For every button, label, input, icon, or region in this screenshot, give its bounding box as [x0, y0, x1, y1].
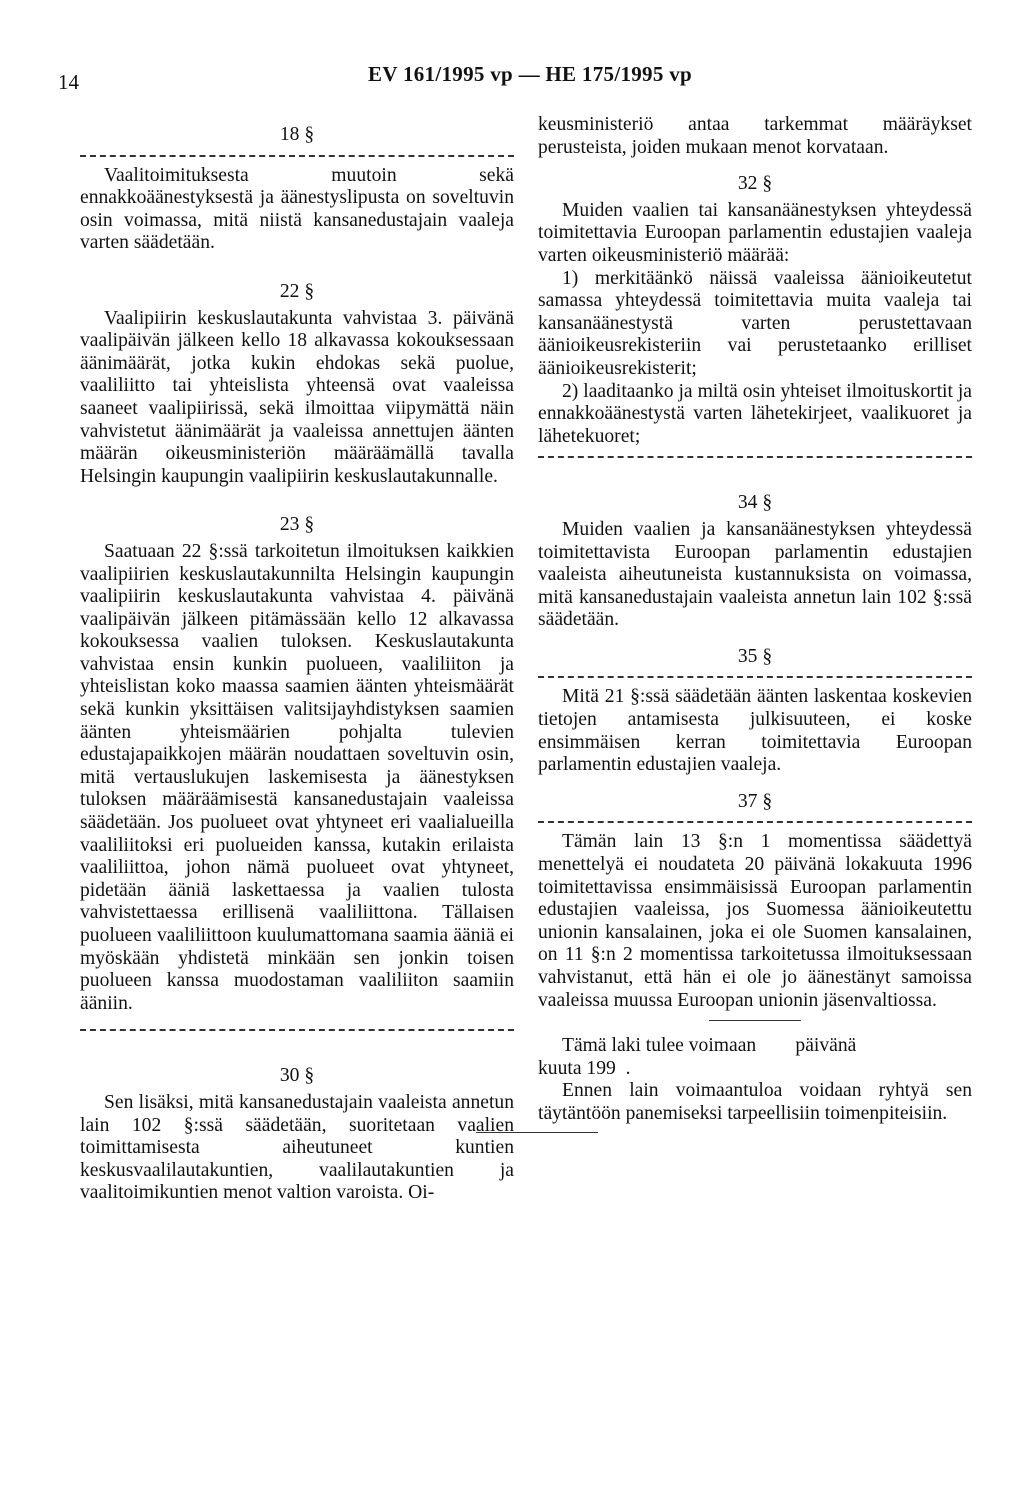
omission-dashes: [80, 1029, 514, 1031]
section-35-heading: 35 §: [737, 645, 773, 667]
section-23-text: Saatuaan 22 §:ssä tarkoitetun ilmoituksen kaikkien vaalipiirien keskuslautakunnilta Helsingin kaupungin vaalipiirin keskuslautakunta vahvistaa 4. päivänä vaalipäivän jälkeen pitämässään kello 12 alkavassa kokouksessa vaalien tuloksen. Keskuslautakunta vahvistaa ensin kunkin puolueen, vaaliliiton ja yhteislistan koko maassa saamien äänten yhteismäärät sekä kunkin yksittäisen valitsijayhdistyksen saamien äänten yhteismäärien pohjalta tulevien edustajapaikkojen määrän noudattaen soveltuvin osin, mitä vertauslukujen laskemisesta ja äänestyksen tuloksen määräämisestä kansanedustajain vaaleissa säädetään. Jos puolueet ovat yhtyneet eri vaalialueilla vaaliliitoksi eri puolueiden kanssa, kutakin erilaista vaaliliittoa, johon nämä puolueet ovat yhtyneet, pidetään ääniä laskettaessa ja vaalien tulosta vahvistettaessa erillisenä vaaliliittona. Tällaisen puolueen vaaliliittoon kuulumattomana saamia ääniä ei myöskään yhdistetä minkään sen jonkin toisen puolueen kanssa muodostaman vaaliliiton saamiin ääniin.: [80, 540, 514, 1014]
entry-into-force-line-1: Tämä laki tulee voimaan päivänä: [562, 1035, 857, 1057]
section-32-text: Muiden vaalien tai kansanäänestyksen yhteydessä toimitettavia Euroopan parlamentin edustajien vaaleja varten oikeusministeriö määrää:: [538, 199, 972, 266]
omission-dashes: [538, 456, 972, 458]
section-32-item-2: 2) laaditaanko ja miltä osin yhteiset ilmoituskortit ja ennakkoäänestystä varten lähetekirjeet, vaalikuoret ja lähetekuoret;: [538, 380, 972, 447]
section-30-continued: keusministeriö antaa tarkemmat määräykset perusteista, joiden mukaan menot korvataan.: [538, 114, 972, 158]
section-37-heading: 37 §: [737, 790, 773, 812]
section-23-heading: 23 §: [279, 514, 315, 536]
section-18-text: Vaalitoimituksesta muutoin sekä ennakkoäänestyksestä ja äänestyslipusta on soveltuvin osin voimassa, mitä niistä kansanedustajain vaaleja varten säädetään.: [80, 164, 514, 254]
section-30-heading: 30 §: [279, 1065, 315, 1087]
entry-into-force-line-2: kuuta 199 .: [538, 1057, 631, 1079]
entry-into-force-text: Ennen lain voimaantuloa voidaan ryhtyä sen täytäntöön panemiseksi tarpeellisiin toimenpiteisiin.: [538, 1080, 972, 1124]
omission-dashes: [538, 821, 972, 823]
left-column: [80, 124, 514, 1205]
section-22-heading: 22 §: [279, 280, 315, 302]
end-rule: [476, 1132, 598, 1133]
section-37-text: Tämän lain 13 §:n 1 momentissa säädettyä menettelyä ei noudateta 20 päivänä lokakuuta 1996 toimitettavissa ensimmäisissä Euroopan parlamentin edustajien vaaleissa, jos Suomessa äänioikeutettu unionin kansalainen, joka ei ole Suomen kansalainen, on 11 §:n 2 momentissa tarkoitetussa ilmoituksessaan vahvistanut, että hän ei ole jo äänestänyt samoissa vaaleissa muussa Euroopan unionin jäsenvaltiossa.: [538, 831, 972, 1011]
section-18-heading: 18 §: [279, 124, 315, 145]
page-number: 14: [58, 70, 79, 94]
section-34-text: Muiden vaalien ja kansanäänestyksen yhteydessä toimitettavista Euroopan parlamentin edustajien vaaleista aiheutuneista kustannuksista on voimassa, mitä kansanedustajain vaaleista annetun lain 102 §:ssä säädetään.: [538, 518, 972, 631]
section-32-heading: 32 §: [737, 173, 773, 195]
section-35-text: Mitä 21 §:ssä säädetään äänten laskentaa koskevien tietojen antamisesta julkisuuteen, ei koske ensimmäisen kerran toimitettavia Euroopan parlamentin edustajien vaaleja.: [538, 686, 972, 776]
right-column: [538, 114, 972, 1133]
omission-dashes: [538, 676, 972, 678]
omission-dashes: [80, 155, 514, 157]
section-34-heading: 34 §: [737, 492, 773, 514]
document-header: EV 161/1995 vp — HE 175/1995 vp: [368, 62, 692, 86]
section-22-text: Vaalipiirin keskuslautakunta vahvistaa 3. päivänä vaalipäivän jälkeen kello 18 alkavassa kokouksessaan äänimäärät, jotka kukin ehdokas sekä puolue, vaaliliitto tai yhteislista yhteensä ovat vaaleissa saaneet vaalipiirissä, sekä ilmoittaa viipymättä näin vahvistetut äänimäärät ja vaaleissa annettujen äänten määrän oikeusministeriön määräämällä tavalla Helsingin kaupungin vaalipiirin keskuslautakunnalle.: [80, 307, 514, 487]
section-30-text: Sen lisäksi, mitä kansanedustajain vaaleista annetun lain 102 §:ssä säädetään, suoritetaan vaalien toimittamisesta aiheutuneet kuntien keskusvaalilautakuntien, vaalilautakuntien ja vaalitoimikuntien menot valtion varoista. Oi-: [80, 1091, 514, 1204]
separator-rule: [709, 1020, 801, 1021]
section-32-item-1: 1) merkitäänkö näissä vaaleissa äänioikeutetut samassa yhteydessä toimitettavia muita vaaleja tai kansanäänestystä varten perustettavaan äänioikeusrekisteriin vai perustetaanko erilliset äänioikeusrekisterit;: [538, 267, 972, 379]
